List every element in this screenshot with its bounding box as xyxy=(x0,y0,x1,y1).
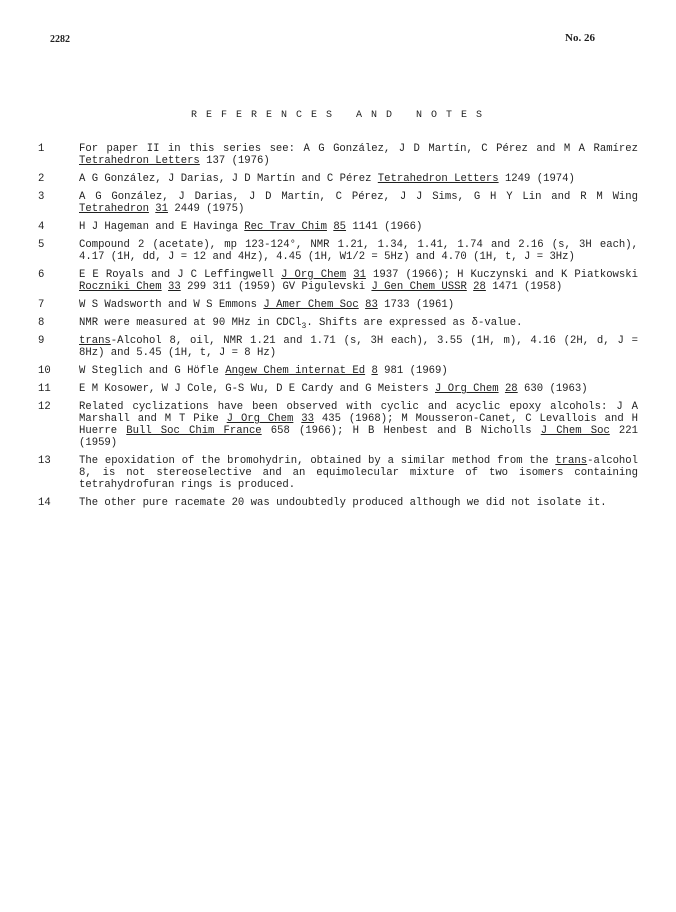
underlined-citation: Tetrahedron Letters xyxy=(79,155,200,167)
reference-item xyxy=(38,317,638,332)
text-run: A G González, J Darias, J D Martín and C Pérez xyxy=(79,173,378,185)
underlined-citation: 8 xyxy=(371,365,378,377)
reference-number: 4 xyxy=(38,221,45,233)
reference-item xyxy=(38,401,638,449)
underlined-citation: 31 xyxy=(155,203,169,215)
reference-item xyxy=(38,239,638,263)
text-run: 435 (1968); M Mousseron-Canet, C Levallois and H Huerre xyxy=(79,413,638,437)
reference-item xyxy=(38,335,638,359)
reference-text xyxy=(79,269,638,293)
text-run: Compound 2 (acetate), mp 123-124°, NMR 1.21, 1.34, 1.41, 1.74 and 2.16 (s, 3H each), 4.17 (1H, dd, J = 12 and 4Hz), 4.45 (1H, W1/2 = 5Hz) and 4.70 (1H, t, J = 3Hz) xyxy=(79,239,638,263)
text-run: 2449 (1975) xyxy=(168,203,245,215)
underlined-citation: J Org Chem xyxy=(435,383,499,395)
reference-item xyxy=(38,191,638,215)
text-run: 137 (1976) xyxy=(199,155,270,167)
reference-item xyxy=(38,299,638,311)
text-run: 1249 (1974) xyxy=(498,173,575,185)
page-number: 2282 xyxy=(50,34,70,45)
text-run: E E Royals and J C Leffingwell xyxy=(79,269,282,281)
text-run: Related cyclizations have been observed with cyclic and acyclic epoxy alcohols: J A Marshall and M T Pike xyxy=(79,401,638,425)
reference-text xyxy=(79,239,638,263)
reference-text xyxy=(79,335,638,359)
underlined-citation: J Gen Chem USSR xyxy=(371,281,467,293)
text-run: W Steglich and G Höfle xyxy=(79,365,226,377)
underlined-citation: J Org Chem xyxy=(226,413,294,425)
reference-number: 11 xyxy=(38,383,51,395)
subscript: 3 xyxy=(301,322,307,332)
underlined-citation: J Amer Chem Soc xyxy=(263,299,359,311)
text-run: . Shifts are expressed as δ-value. xyxy=(306,317,523,329)
reference-item xyxy=(38,143,638,167)
reference-text xyxy=(79,299,638,311)
underlined-citation: 33 xyxy=(301,413,315,425)
text-run: 221 (1959) xyxy=(79,425,638,449)
text-run: 981 (1969) xyxy=(377,365,448,377)
reference-text xyxy=(79,143,638,167)
reference-text xyxy=(79,221,638,233)
underlined-citation: trans xyxy=(79,335,111,347)
reference-number: 3 xyxy=(38,191,45,203)
text-run: W S Wadsworth and W S Emmons xyxy=(79,299,264,311)
reference-number: 5 xyxy=(38,239,45,251)
underlined-citation: 33 xyxy=(168,281,181,293)
reference-item xyxy=(38,497,638,509)
underlined-citation: Roczniki Chem xyxy=(79,281,162,293)
reference-number: 12 xyxy=(38,401,51,413)
underlined-citation: 28 xyxy=(504,383,518,395)
text-run: 1471 (1958) xyxy=(485,281,563,293)
text-run: A G González, J Darias, J D Martín, C Pérez, J J Sims, G H Y Lin and R M Wing xyxy=(79,191,638,203)
underlined-citation: 83 xyxy=(365,299,378,311)
underlined-citation: trans xyxy=(555,455,588,467)
references-list xyxy=(38,143,638,515)
reference-text xyxy=(79,365,638,377)
text-run: For paper II in this series see: A G González, J D Martín, C Pérez and M A Ramírez xyxy=(79,143,638,155)
reference-item xyxy=(38,269,638,293)
reference-item xyxy=(38,365,638,377)
text-run: 630 (1963) xyxy=(517,383,588,395)
reference-number: 10 xyxy=(38,365,51,377)
reference-text xyxy=(79,401,638,449)
underlined-citation: Rec Trav Chim xyxy=(244,221,327,233)
section-heading: REFERENCES AND NOTES xyxy=(190,110,492,121)
text-run: 1937 (1966); H Kuczynski and K Piatkowski xyxy=(365,269,638,281)
reference-number: 7 xyxy=(38,299,45,311)
reference-text xyxy=(79,455,638,491)
underlined-citation: Bull Soc Chim France xyxy=(126,425,262,437)
underlined-citation: 28 xyxy=(473,281,486,293)
reference-number: 13 xyxy=(38,455,51,467)
underlined-citation: Tetrahedron Letters xyxy=(377,173,499,185)
reference-text xyxy=(79,383,638,395)
text-run: 1733 (1961) xyxy=(377,299,455,311)
text-run: The epoxidation of the bromohydrin, obtained by a similar method from the xyxy=(79,455,556,467)
underlined-citation: J Chem Soc xyxy=(540,425,610,437)
text-run: 658 (1966); H B Henbest and B Nicholls xyxy=(261,425,541,437)
underlined-citation: J Org Chem xyxy=(281,269,347,281)
reference-number: 6 xyxy=(38,269,45,281)
underlined-citation: Angew Chem internat Ed xyxy=(225,365,366,377)
reference-number: 9 xyxy=(38,335,45,347)
text-run: 1141 (1966) xyxy=(346,221,423,233)
underlined-citation: Tetrahedron xyxy=(79,203,149,215)
text-run: H J Hageman and E Havinga xyxy=(79,221,245,233)
text-run: 299 311 (1959) GV Pigulevski xyxy=(180,281,372,293)
reference-number: 2 xyxy=(38,173,45,185)
reference-item xyxy=(38,455,638,491)
reference-item xyxy=(38,383,638,395)
text-run: -alcohol 8, is not stereoselective and an equimolecular mixture of two isomers containing tetrahydrofuran rings is produced. xyxy=(79,455,638,491)
text-run: E M Kosower, W J Cole, G-S Wu, D E Cardy and G Meisters xyxy=(79,383,436,395)
reference-number: 14 xyxy=(38,497,51,509)
underlined-citation: 31 xyxy=(353,269,366,281)
underlined-citation: 85 xyxy=(333,221,347,233)
reference-number: 8 xyxy=(38,317,45,329)
text-run: The other pure racemate 20 was undoubtedly produced although we did not isolate it. xyxy=(79,497,607,509)
reference-text xyxy=(79,497,638,509)
reference-text xyxy=(79,191,638,215)
text-run: NMR were measured at 90 MHz in CDCl xyxy=(79,317,302,329)
reference-text xyxy=(79,173,638,185)
issue-number: No. 26 xyxy=(565,32,595,44)
reference-text xyxy=(79,317,638,332)
reference-item xyxy=(38,173,638,185)
reference-item xyxy=(38,221,638,233)
reference-number: 1 xyxy=(38,143,45,155)
text-run: -Alcohol 8, oil, NMR 1.21 and 1.71 (s, 3H each), 3.55 (1H, m), 4.16 (2H, d, J = 8Hz) and 5.45 (1H, t, J = 8 Hz) xyxy=(79,335,638,359)
